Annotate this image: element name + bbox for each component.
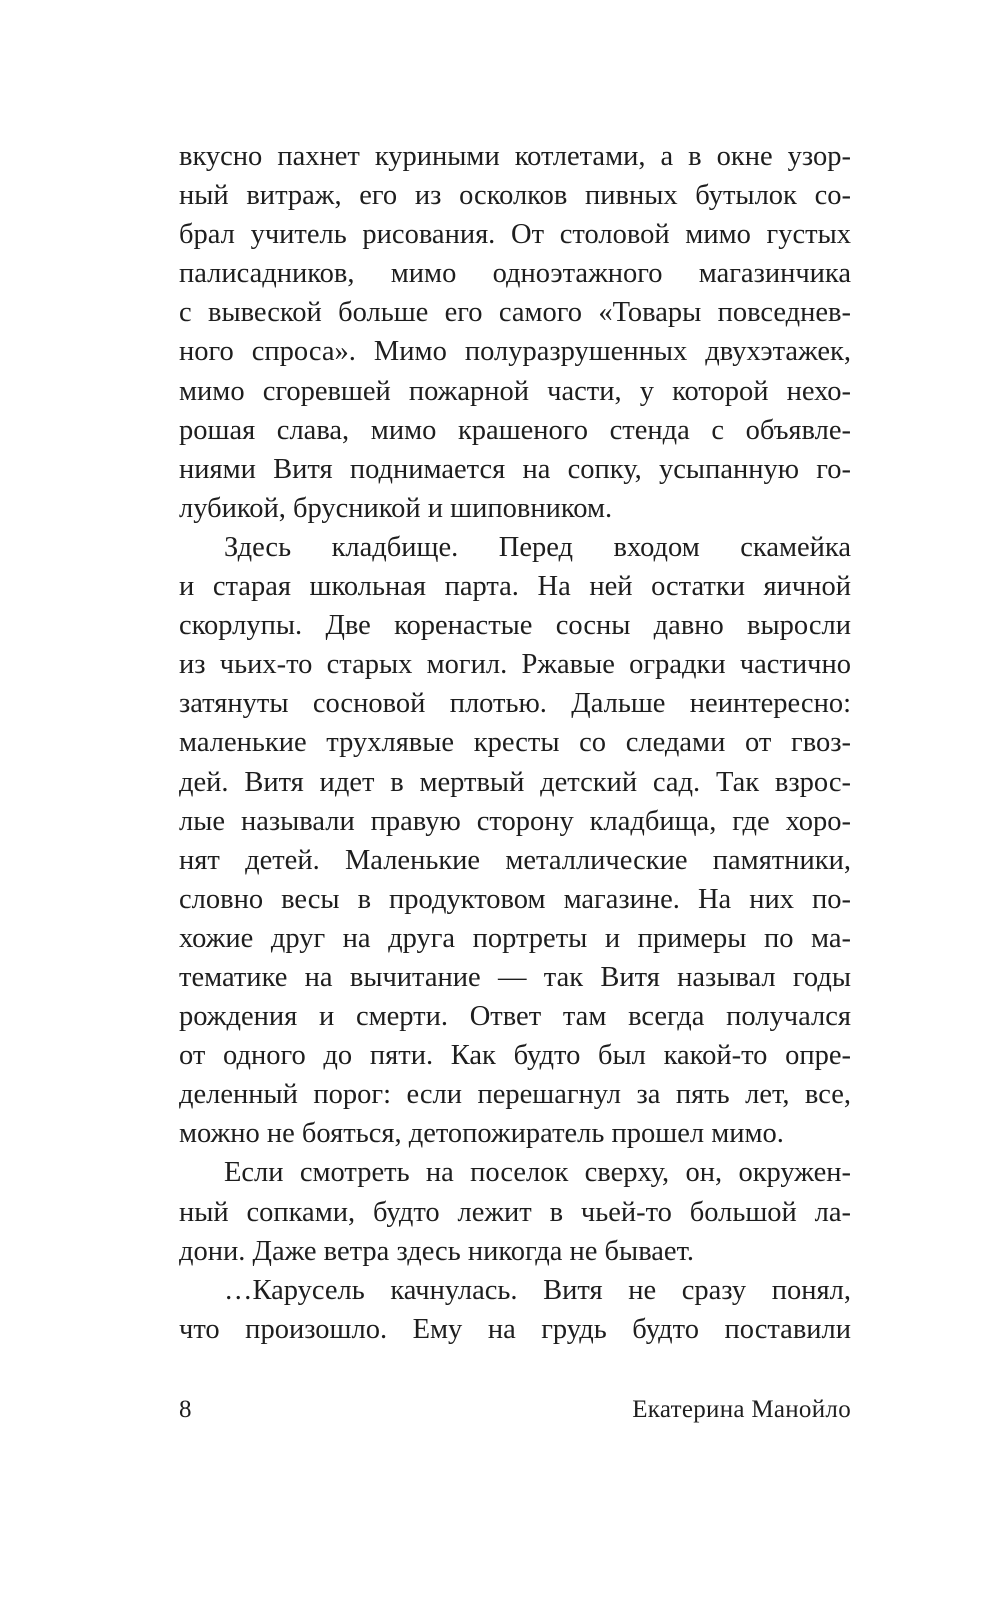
text-line: скорлупы. Две коренастые сосны давно выросли <box>179 610 851 642</box>
text-line: нят детей. Маленькие металлические памятники, <box>179 844 851 876</box>
text-line: словно весы в продуктовом магазине. На них по- <box>179 883 851 915</box>
text-line: вкусно пахнет куриными котлетами, а в окне узор- <box>179 141 851 172</box>
text-line: дей. Витя идет в мертвый детский сад. Так взрос- <box>179 766 851 798</box>
text-line: от одного до пяти. Как будто был какой-то опре- <box>179 1040 851 1072</box>
text-line: палисадников, мимо одноэтажного магазинчика <box>179 258 851 290</box>
text-line: рождения и смерти. Ответ там всегда получался <box>179 1001 851 1033</box>
text-line: рошая слава, мимо крашеного стенда с объявле- <box>179 414 851 446</box>
text-line: ный витраж, его из осколков пивных бутылок со- <box>179 180 851 212</box>
text-line: брал учитель рисования. От столовой мимо густых <box>179 219 851 251</box>
text-line: ного спроса». Мимо полуразрушенных двухэтажек, <box>179 336 851 368</box>
text-line: деленный порог: если перешагнул за пять лет, все, <box>179 1079 851 1111</box>
page-number: 8 <box>179 1396 192 1423</box>
paragraph-start-line: Здесь кладбище. Перед входом скамейка <box>224 531 851 563</box>
text-line: что произошло. Ему на грудь будто поставили <box>179 1313 851 1345</box>
text-line: мимо сгоревшей пожарной части, у которой нехо- <box>179 375 851 407</box>
text-line: затянуты сосновой плотью. Дальше неинтересно: <box>179 688 851 720</box>
running-footer-author: Екатерина Манойло <box>632 1396 851 1423</box>
text-line: хожие друг на друга портреты и примеры по ма- <box>179 922 851 954</box>
text-line: тематике на вычитание — так Витя называл годы <box>179 961 851 993</box>
text-line: и старая школьная парта. На ней остатки яичной <box>179 571 851 603</box>
text-line: с вывеской больше его самого «Товары повседнев- <box>179 297 851 329</box>
text-line: ниями Витя поднимается на сопку, усыпанную го- <box>179 453 851 485</box>
text-line: из чьих-то старых могил. Ржавые оградки частично <box>179 649 851 681</box>
paragraph-start-line: Если смотреть на поселок сверху, он, окружен- <box>224 1157 851 1189</box>
body-text <box>179 137 851 1349</box>
text-line: маленькие трухлявые кресты со следами от гвоз- <box>179 727 851 759</box>
text-line: можно не бояться, детопожиратель прошел мимо. <box>179 1118 784 1150</box>
paragraph-start-line: …Карусель качнулась. Витя не сразу понял, <box>224 1274 851 1306</box>
text-line: дони. Даже ветра здесь никогда не бывает. <box>179 1235 695 1267</box>
text-line: лые называли правую сторону кладбища, где хоро- <box>179 805 851 837</box>
text-line: лубикой, брусникой и шиповником. <box>179 492 613 524</box>
text-line: ный сопками, будто лежит в чьей-то большой ла- <box>179 1196 851 1228</box>
